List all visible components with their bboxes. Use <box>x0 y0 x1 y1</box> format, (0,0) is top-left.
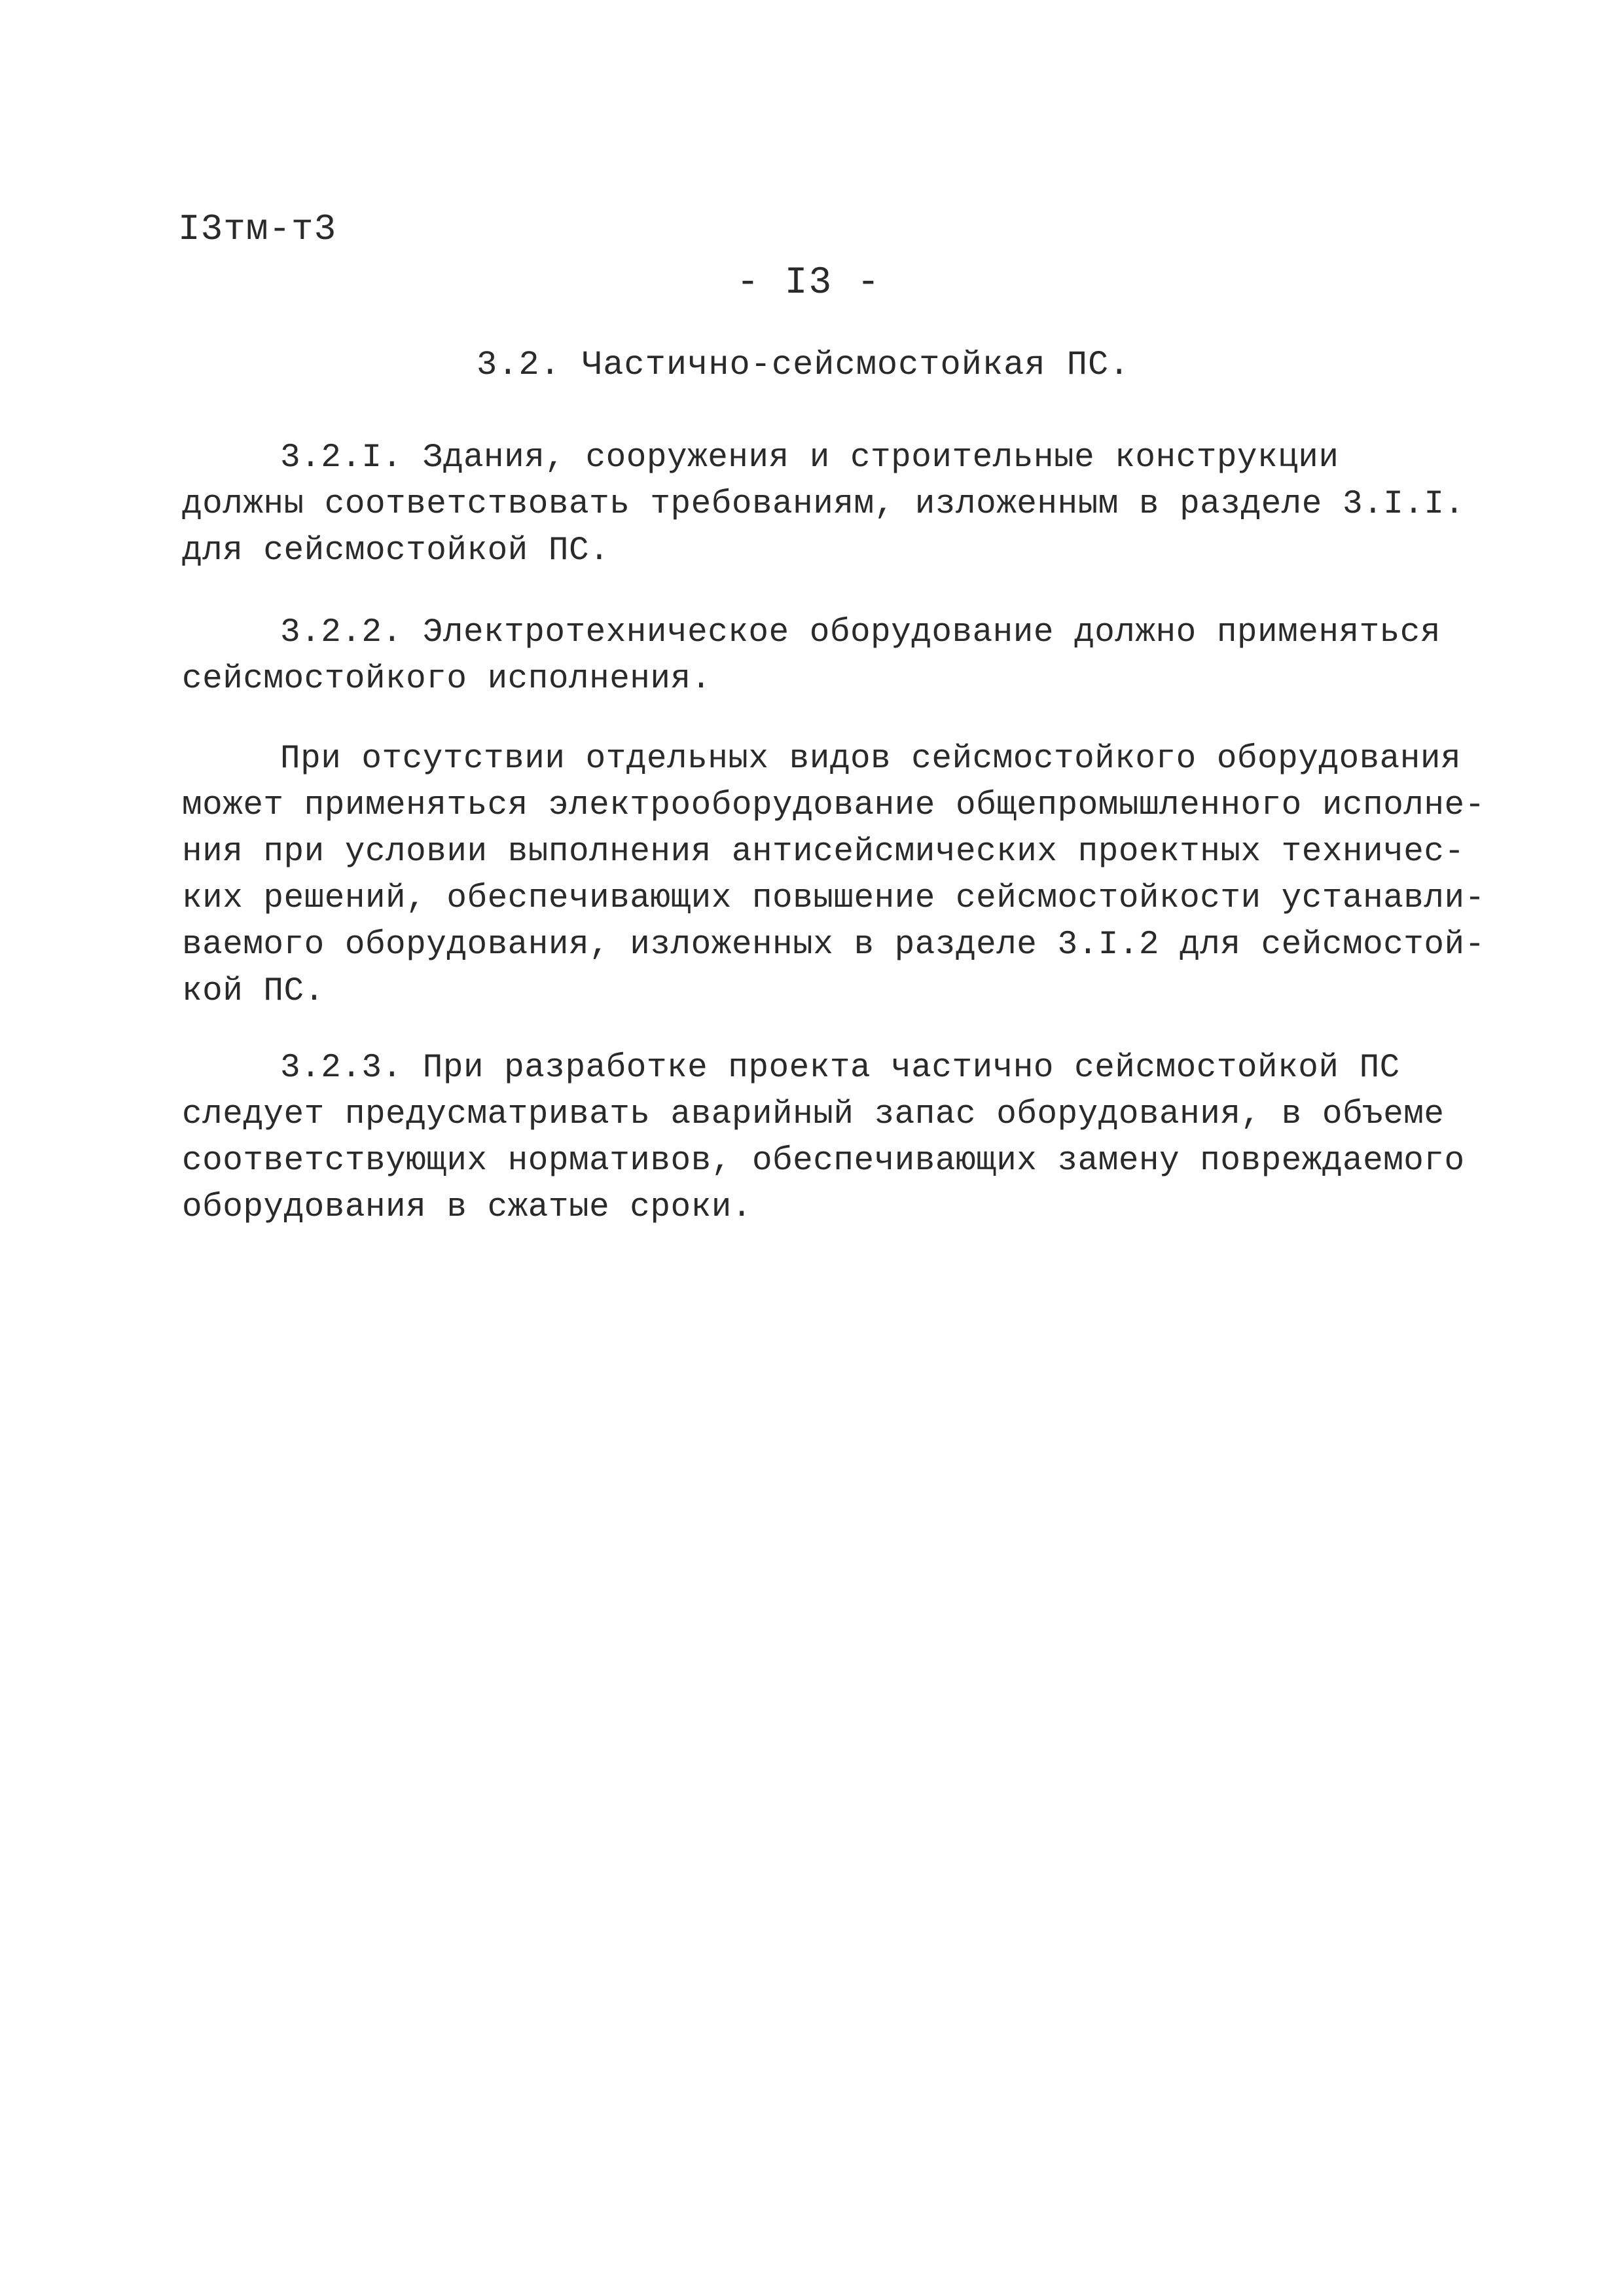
paragraph-3-2-1 <box>182 435 1465 574</box>
document-code: I3тм-т3 <box>178 208 337 250</box>
paragraph-line: При отсутствии отдельных видов сейсмостойкого оборудования <box>280 740 1462 778</box>
paragraph-line: ких решений, обеспечивающих повышение сейсмостойкости устанавли- <box>182 880 1485 917</box>
paragraph-equipment-absence <box>182 736 1485 1015</box>
paragraph-line: 3.2.2. Электротехническое оборудование должно применяться <box>280 614 1441 651</box>
paragraph-line: 3.2.I. Здания, сооружения и строительные конструкции <box>280 439 1339 477</box>
paragraph-line: ния при условии выполнения антисейсмических проектных техничес- <box>182 833 1465 871</box>
paragraph-line: 3.2.3. При разработке проекта частично сейсмостойкой ПС <box>280 1049 1400 1087</box>
paragraph-line: сейсмостойкого исполнения. <box>182 661 712 698</box>
paragraph-line: кой ПС. <box>182 973 325 1010</box>
paragraph-line: должны соответствовать требованиям, изложенным в разделе 3.I.I. <box>182 486 1465 523</box>
paragraph-line: ваемого оборудования, изложенных в разделе 3.I.2 для сейсмостой- <box>182 926 1485 964</box>
paragraph-line: оборудования в сжатые сроки. <box>182 1189 752 1226</box>
paragraph-3-2-2 <box>182 610 1452 702</box>
paragraph-line: следует предусматривать аварийный запас оборудования, в объеме <box>182 1096 1445 1133</box>
section-title: 3.2. Частично-сейсмостойкая ПС. <box>477 346 1130 384</box>
paragraph-line: для сейсмостойкой ПС. <box>182 532 610 570</box>
page-number: - I3 - <box>736 262 881 304</box>
paragraph-line: может применяться электрооборудование общепромышленного исполне- <box>182 787 1485 824</box>
paragraph-line: соответствующих нормативов, обеспечивающих замену повреждаемого <box>182 1142 1465 1180</box>
paragraph-3-2-3 <box>182 1045 1465 1231</box>
